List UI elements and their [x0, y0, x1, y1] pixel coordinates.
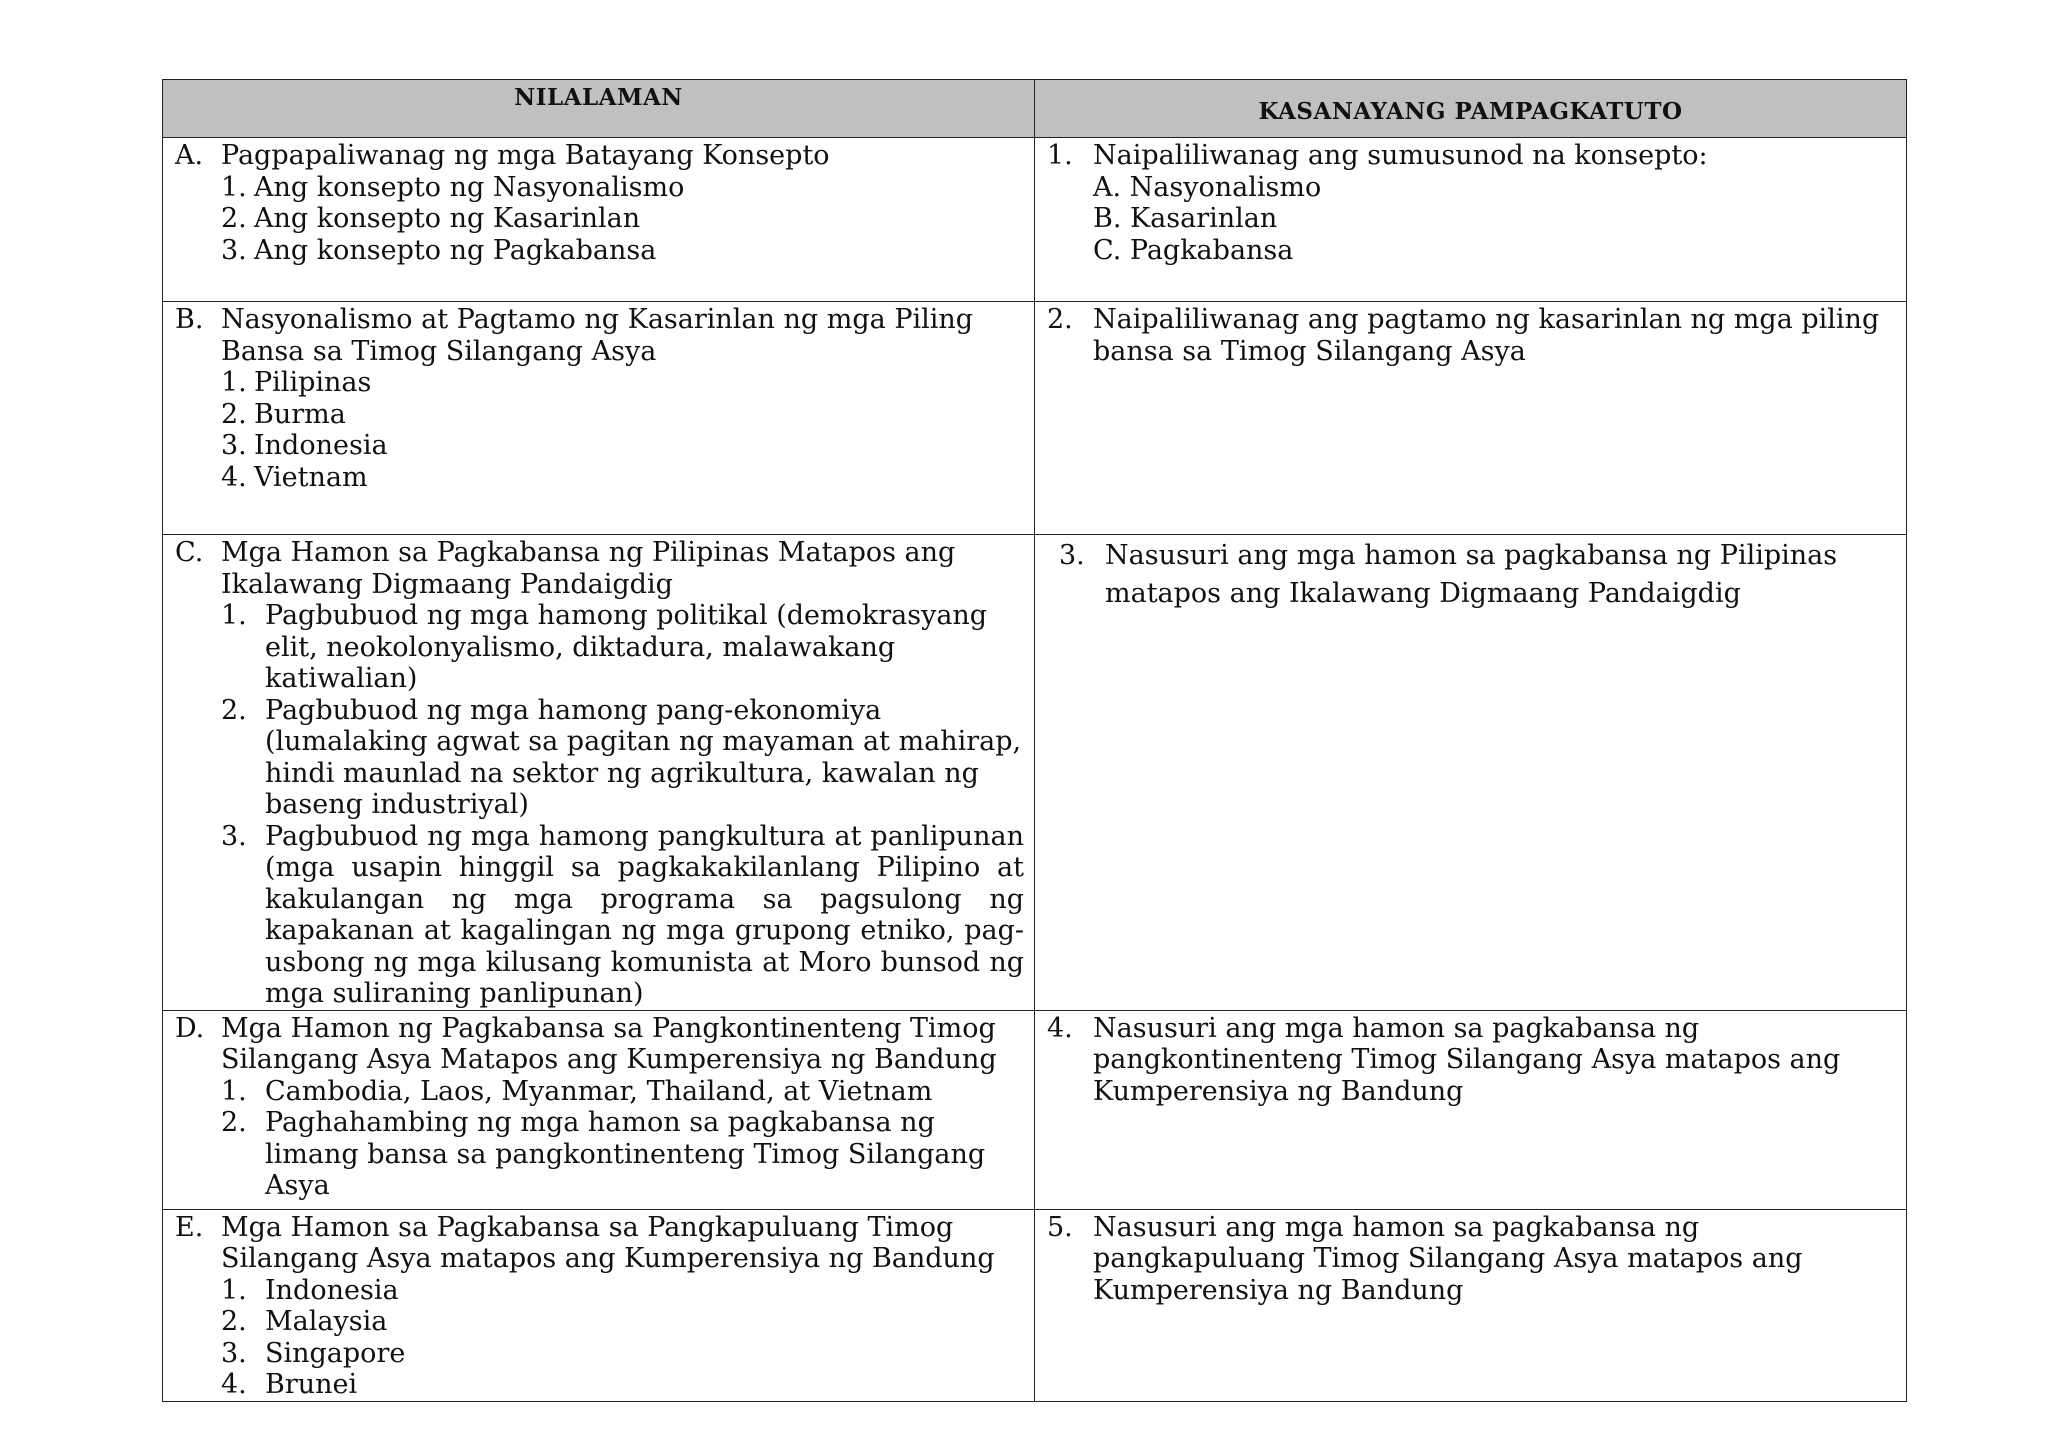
content-cell	[163, 302, 1035, 535]
item-number: 1.	[221, 600, 247, 631]
item-number: 3.	[221, 234, 247, 266]
section-title: Mga Hamon ng Pagkabansa sa Pangkontinenteng Timog Silangang Asya Matapos ang Kumperensiya ng Bandung	[221, 1012, 997, 1075]
item-text: Burma	[254, 398, 346, 430]
item-number: 3.	[221, 820, 247, 852]
content-cell	[163, 1209, 1035, 1401]
item-text: Cambodia, Laos, Myanmar, Thailand, at Vietnam	[265, 1075, 933, 1107]
item-number: 2.	[221, 398, 247, 430]
item-number: 2.	[221, 1107, 247, 1138]
item-text: Brunei	[265, 1369, 358, 1400]
item-text: Indonesia	[254, 430, 388, 461]
item-number: 2.	[221, 203, 247, 234]
section-label: B.	[175, 304, 204, 335]
section-label: C.	[175, 537, 204, 568]
section-title: Mga Hamon sa Pagkabansa sa Pangkapuluang Timog Silangang Asya matapos ang Kumperensiya ng Bandung	[221, 1211, 995, 1274]
item-number: 3.	[221, 430, 247, 461]
competency-text: Nasusuri ang mga hamon sa pagkabansa ng Pilipinas matapos ang Ikalawang Digmaang Pandaigdig	[1105, 540, 1838, 609]
competency-cell	[1035, 302, 1907, 535]
table-row	[163, 302, 1907, 535]
item-number: 2.	[221, 694, 247, 726]
item-text: Ang konsepto ng Kasarinlan	[254, 203, 641, 234]
item-number: 3.	[221, 1337, 247, 1369]
competency-text: Nasusuri ang mga hamon sa pagkabansa ng pangkontinenteng Timog Silangang Asya matapos ang Kumperensiya ng Bandung	[1093, 1012, 1841, 1107]
item-text: Ang konsepto ng Nasyonalismo	[254, 171, 685, 203]
table-row	[163, 1209, 1907, 1401]
table-row	[163, 138, 1907, 302]
section-label: E.	[175, 1211, 204, 1243]
competency-text: Nasusuri ang mga hamon sa pagkabansa ng pangkapuluang Timog Silangang Asya matapos ang Kumperensiya ng Bandung	[1093, 1211, 1803, 1306]
section-label: D.	[175, 1012, 205, 1044]
section-title: Pagpapaliwanag ng mga Batayang Konsepto	[221, 140, 830, 171]
table-row	[163, 1010, 1907, 1209]
competency-number: 4.	[1047, 1012, 1073, 1044]
item-text: Pagbubuod ng mga hamong pang-ekonomiya (lumalaking agwat sa pagitan ng mayaman at mahirap, hindi maunlad na sektor ng agrikultura, kawalan ng baseng industriyal)	[265, 694, 1022, 820]
item-number: 2.	[221, 1306, 247, 1337]
section-title: Nasyonalismo at Pagtamo ng Kasarinlan ng mga Piling Bansa sa Timog Silangang Asya	[221, 304, 974, 367]
competency-cell	[1035, 138, 1907, 302]
content-cell	[163, 1010, 1035, 1209]
curriculum-table	[162, 79, 1907, 1402]
concept-item: A. Nasyonalismo	[1093, 171, 1322, 203]
item-number: 1.	[221, 171, 247, 203]
item-text: Pagbubuod ng mga hamong politikal (demokrasyang elit, neokolonyalismo, diktadura, malawakang katiwalian)	[265, 600, 988, 694]
competency-number: 2.	[1047, 304, 1073, 335]
section-label: A.	[175, 140, 204, 171]
item-text: Indonesia	[265, 1274, 399, 1306]
item-text: Pilipinas	[254, 367, 372, 398]
content-cell	[163, 535, 1035, 1011]
competency-text: Naipaliliwanag ang sumusunod na konsepto:	[1093, 140, 1708, 171]
concept-item: C. Pagkabansa	[1093, 234, 1294, 266]
item-text: Malaysia	[265, 1306, 388, 1337]
competency-number: 3.	[1059, 540, 1085, 571]
item-number: 1.	[221, 1075, 247, 1107]
competency-text: Naipaliliwanag ang pagtamo ng kasarinlan ng mga piling bansa sa Timog Silangang Asya	[1093, 304, 1880, 367]
competency-cell	[1035, 1209, 1907, 1401]
header-row	[163, 80, 1907, 138]
item-text: Vietnam	[254, 461, 368, 493]
item-number: 4.	[221, 461, 247, 493]
item-text: Singapore	[265, 1337, 406, 1369]
section-title: Mga Hamon sa Pagkabansa ng Pilipinas Matapos ang Ikalawang Digmaang Pandaigdig	[221, 537, 956, 600]
header-nilalaman: NILALAMAN	[163, 80, 1035, 138]
header-kasanayang-pampagkatuto: KASANAYANG PAMPAGKATUTO	[1035, 80, 1907, 138]
content-cell	[163, 138, 1035, 302]
table-row	[163, 535, 1907, 1011]
competency-cell	[1035, 535, 1907, 1011]
competency-cell	[1035, 1010, 1907, 1209]
item-number: 1.	[221, 367, 247, 398]
item-number: 1.	[221, 1274, 247, 1306]
item-text: Ang konsepto ng Pagkabansa	[254, 234, 657, 266]
competency-number: 1.	[1047, 140, 1073, 171]
competency-number: 5.	[1047, 1211, 1073, 1243]
item-number: 4.	[221, 1369, 247, 1400]
item-text: Paghahambing ng mga hamon sa pagkabansa ng limang bansa sa pangkontinenteng Timog Silangang Asya	[265, 1107, 986, 1201]
item-text: Pagbubuod ng mga hamong pangkultura at panlipunan (mga usapin hinggil sa pagkakakilanlang Pilipino at kakulangan ng mga programa sa pagsulong ng kapakanan at kagalingan ng mga grupong etniko, pag-usbong ng mga kilusang komunista at Moro bunsod ng mga suliraning panlipunan)	[265, 820, 1024, 1009]
concept-item: B. Kasarinlan	[1093, 203, 1278, 234]
